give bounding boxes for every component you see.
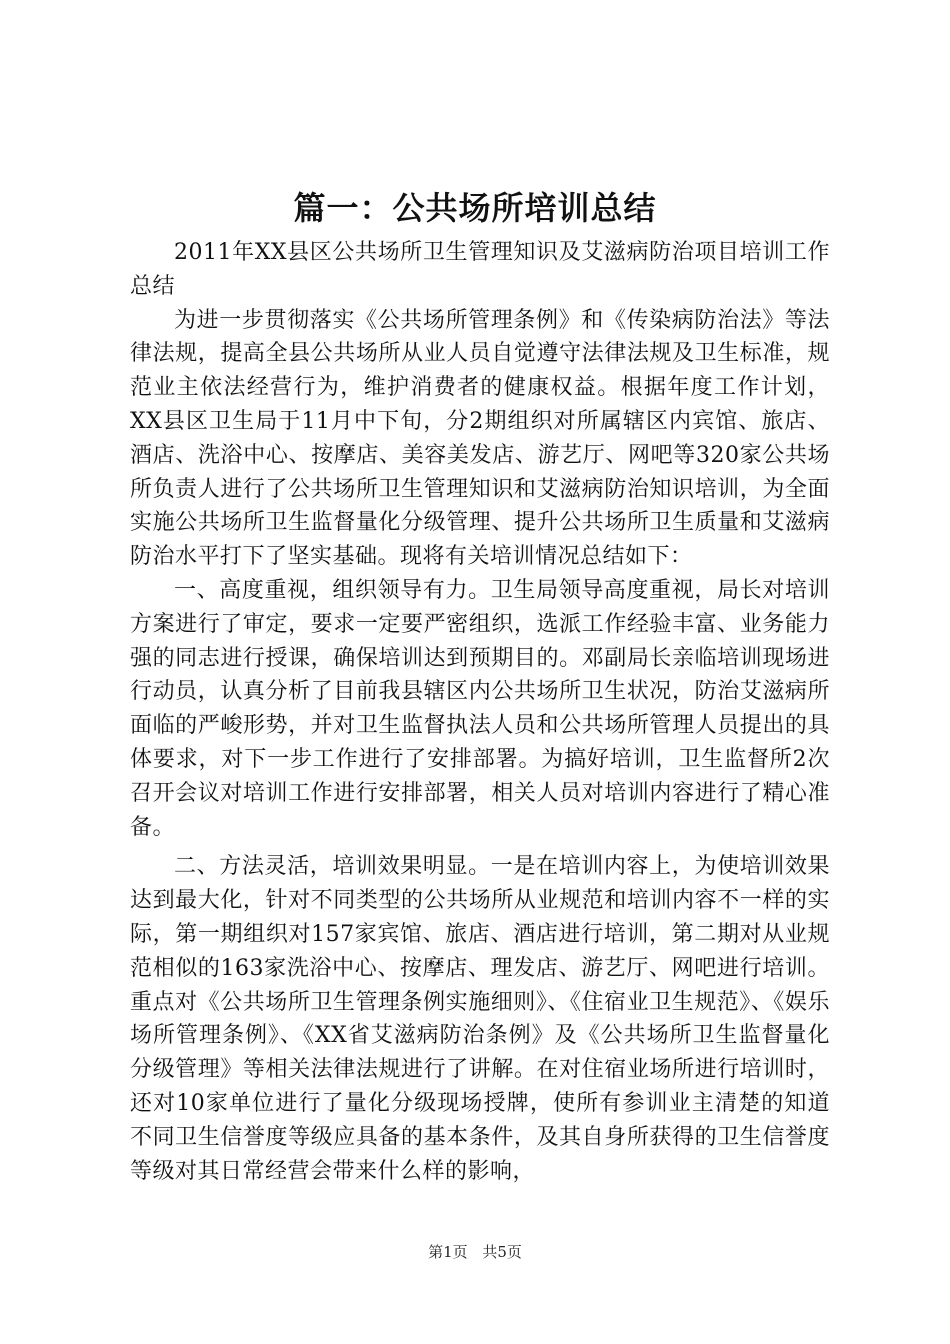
paragraph-section-two: 二、方法灵活，培训效果明显。一是在培训内容上，为使培训效果达到最大化，针对不同类型的公共场所从业规范和培训内容不一样的实际，第一期组织对157家宾馆、旅店、酒店进行培训，第二期对从业规范相似的163家洗浴中心、按摩店、理发店、游艺厅、网吧进行培训。重点对《公共场所卫生管理条例实施细则》、《住宿业卫生规范》、《娱乐场所管理条例》、《XX省艾滋病防治条例》及《公共场所卫生监督量化分级管理》等相关法律法规进行了讲解。在对住宿业场所进行培训时，还对10家单位进行了量化分级现场授牌，使所有参训业主清楚的知道不同卫生信誉度等级应具备的基本条件，及其自身所获得的卫生信誉度等级对其日常经营会带来什么样的影响， (130, 854, 830, 1184)
paragraph-section-one: 一、高度重视，组织领导有力。卫生局领导高度重视，局长对培训方案进行了审定，要求一定要严密组织，选派工作经验丰富、业务能力强的同志进行授课，确保培训达到预期目的。邓副局长亲临培训现场进行动员，认真分析了目前我县辖区内公共场所卫生状况，防治艾滋病所面临的严峻形势，并对卫生监督执法人员和公共场所管理人员提出的具体要求，对下一步工作进行了安排部署。为搞好培训，卫生监督所2次召开会议对培训工作进行安排部署，相关人员对培训内容进行了精心准备。 (130, 577, 830, 840)
document-body (130, 236, 830, 1188)
paragraph-intro: 为进一步贯彻落实《公共场所管理条例》和《传染病防治法》等法律法规，提高全县公共场所从业人员自觉遵守法律法规及卫生标准，规范业主依法经营行为，维护消费者的健康权益。根据年度工作计划，XX县区卫生局于11月中下旬，分2期组织对所属辖区内宾馆、旅店、酒店、洗浴中心、按摩店、美容美发店、游艺厅、网吧等320家公共场所负责人进行了公共场所卫生管理知识和艾滋病防治知识培训，为全面实施公共场所卫生监督量化分级管理、提升公共场所卫生质量和艾滋病防治水平打下了坚实基础。现将有关培训情况总结如下： (130, 307, 830, 570)
page-number: 第1页 (428, 1243, 468, 1261)
paragraph-heading-line: 2011年XX县区公共场所卫生管理知识及艾滋病防治项目培训工作总结 (130, 240, 830, 299)
page-footer (0, 1241, 950, 1263)
page-total: 共5页 (482, 1243, 522, 1261)
document-title: 篇一：公共场所培训总结 (293, 189, 657, 227)
